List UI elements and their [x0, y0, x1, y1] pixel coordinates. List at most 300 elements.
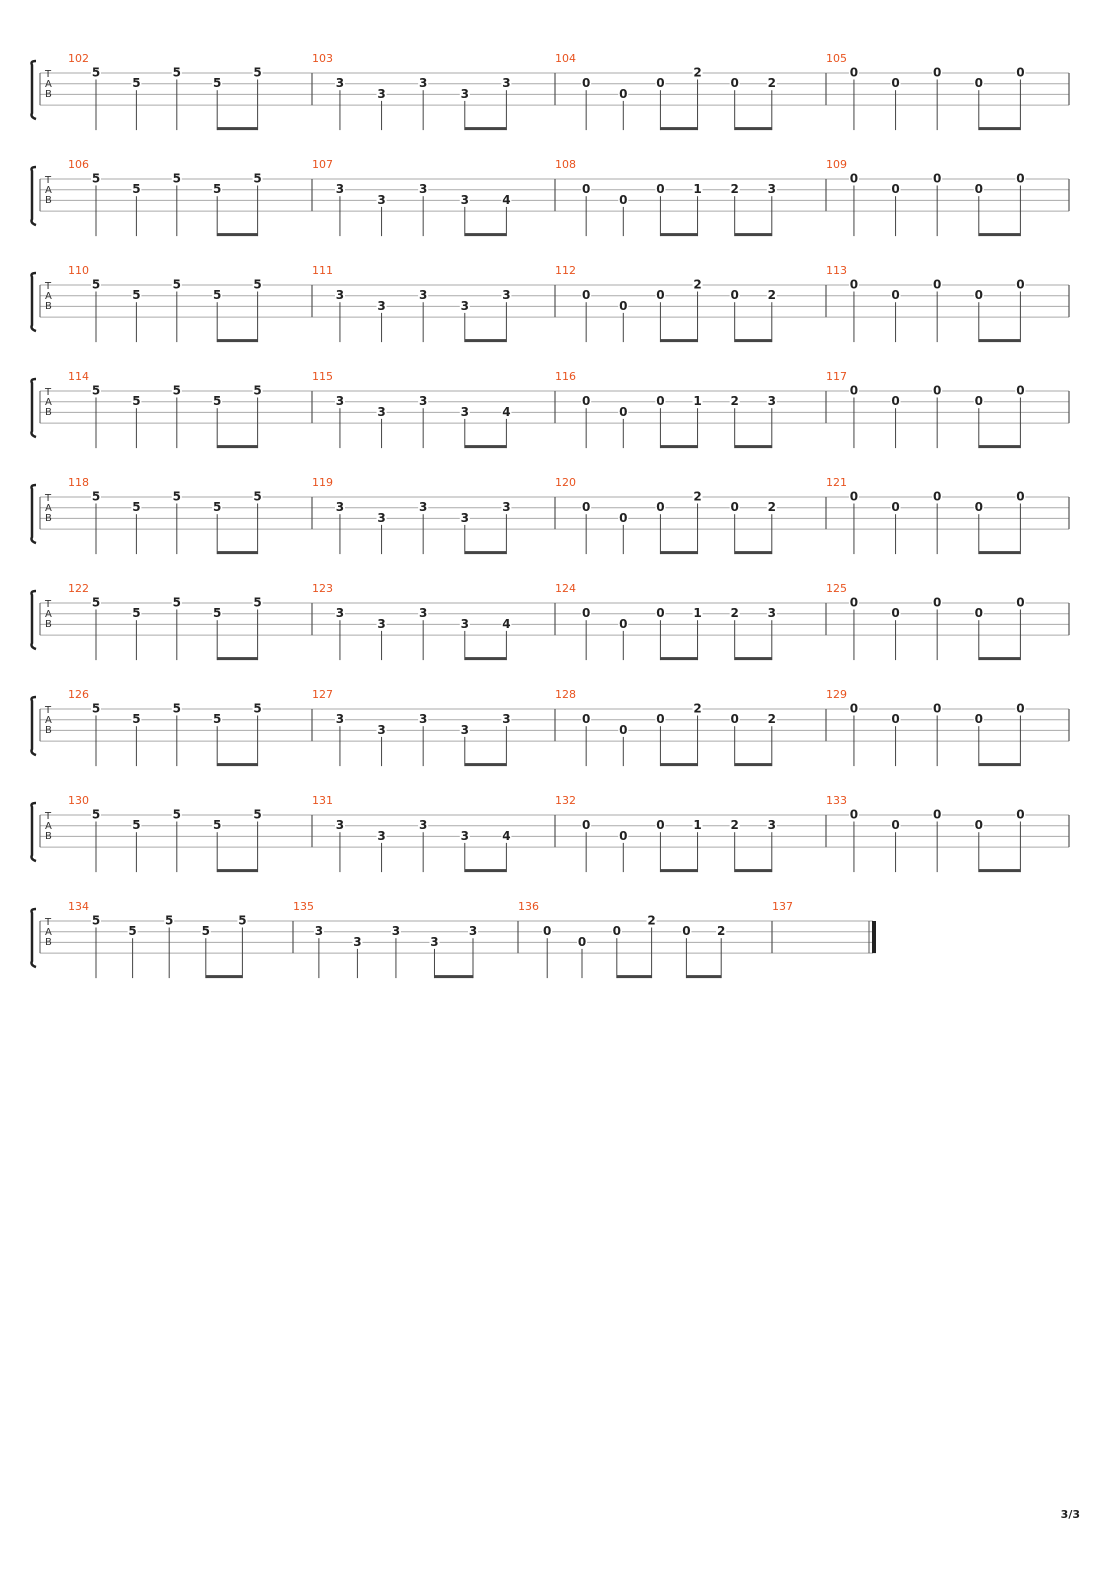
fret-number: 2 — [730, 394, 739, 409]
note-beam — [660, 127, 697, 130]
fret-number: 3 — [418, 76, 428, 91]
fret-number: 0 — [581, 394, 591, 409]
measure-number: 130 — [68, 794, 89, 807]
fret-number: 3 — [767, 394, 776, 409]
fret-number: 3 — [418, 606, 428, 621]
measure-number: 131 — [312, 794, 333, 807]
fret-number: 3 — [335, 606, 345, 621]
fret-number: 5 — [132, 712, 141, 727]
fret-number: 0 — [581, 182, 591, 197]
fret-number: 5 — [91, 807, 101, 822]
fret-number: 2 — [730, 818, 739, 833]
measure-number: 134 — [68, 900, 89, 913]
fret-number: 0 — [974, 288, 983, 303]
fret-number: 0 — [891, 394, 900, 409]
fret-number: 0 — [619, 510, 628, 525]
measure-number: 122 — [68, 582, 89, 595]
note-beam — [979, 445, 1021, 448]
fret-number: 1 — [693, 394, 702, 409]
fret-number: 0 — [974, 76, 983, 91]
fret-number: 2 — [717, 924, 726, 939]
fret-number: 3 — [502, 76, 511, 91]
note-beam — [465, 763, 507, 766]
note-beam — [979, 869, 1021, 872]
fret-number: 5 — [132, 76, 141, 91]
note-beam — [217, 551, 257, 554]
measure-number: 102 — [68, 52, 89, 65]
fret-number: 2 — [767, 712, 776, 727]
fret-number: 5 — [213, 500, 222, 515]
measure-number: 108 — [555, 158, 576, 171]
measure-number: 124 — [555, 582, 576, 595]
note-beam — [660, 763, 697, 766]
note-beam — [660, 445, 697, 448]
tab-clef-letter: T — [45, 811, 52, 822]
fret-number: 0 — [577, 934, 587, 949]
note-beam — [735, 657, 772, 660]
fret-number: 0 — [1016, 65, 1025, 80]
fret-number: 1 — [693, 818, 702, 833]
note-beam — [979, 657, 1021, 660]
fret-number: 0 — [891, 712, 900, 727]
fret-number: 3 — [377, 616, 386, 631]
fret-number: 3 — [430, 934, 439, 949]
fret-number: 5 — [213, 712, 222, 727]
fret-number: 0 — [1016, 171, 1025, 186]
fret-number: 3 — [460, 298, 469, 313]
fret-number: 0 — [581, 606, 591, 621]
fret-number: 4 — [502, 828, 511, 843]
fret-number: 4 — [502, 616, 511, 631]
fret-number: 2 — [767, 500, 776, 515]
fret-number: 3 — [335, 182, 345, 197]
note-beam — [979, 551, 1021, 554]
fret-number: 5 — [253, 171, 262, 186]
fret-number: 4 — [502, 192, 511, 207]
fret-number: 5 — [172, 65, 181, 80]
fret-number: 5 — [91, 489, 101, 504]
fret-number: 0 — [1016, 595, 1025, 610]
measure-number: 115 — [312, 370, 333, 383]
tab-system — [32, 52, 1070, 130]
fret-number: 3 — [502, 712, 511, 727]
measure-number: 123 — [312, 582, 333, 595]
measure-number: 110 — [68, 264, 89, 277]
fret-number: 0 — [581, 76, 591, 91]
fret-number: 3 — [335, 712, 345, 727]
measure-number: 133 — [826, 794, 847, 807]
system-bracket — [32, 485, 37, 543]
fret-number: 0 — [932, 65, 942, 80]
fret-number: 0 — [974, 182, 983, 197]
tab-system — [32, 264, 1070, 342]
fret-number: 2 — [693, 701, 702, 716]
fret-number: 2 — [767, 76, 776, 91]
fret-number: 5 — [213, 394, 222, 409]
note-beam — [735, 127, 772, 130]
fret-number: 0 — [619, 298, 628, 313]
fret-number: 1 — [693, 182, 702, 197]
tab-clef-letter: T — [45, 493, 52, 504]
measure-number: 137 — [772, 900, 793, 913]
note-beam — [735, 869, 772, 872]
fret-number: 0 — [581, 818, 591, 833]
fret-number: 0 — [974, 394, 983, 409]
tab-clef-letter: B — [45, 301, 52, 312]
measure-number: 128 — [555, 688, 576, 701]
tab-clef-letter: A — [45, 503, 52, 514]
fret-number: 5 — [253, 277, 262, 292]
fret-number: 3 — [767, 606, 776, 621]
fret-number: 0 — [656, 76, 665, 91]
fret-number: 5 — [172, 595, 181, 610]
fret-number: 0 — [891, 76, 900, 91]
fret-number: 5 — [132, 182, 141, 197]
fret-number: 5 — [213, 182, 222, 197]
fret-number: 0 — [656, 394, 665, 409]
fret-number: 5 — [128, 924, 137, 939]
note-beam — [735, 763, 772, 766]
note-beam — [979, 127, 1021, 130]
fret-number: 2 — [693, 277, 702, 292]
tab-system — [32, 370, 1070, 448]
tab-clef-letter: T — [45, 599, 52, 610]
tab-clef-letter: T — [45, 917, 52, 928]
tab-clef-letter: B — [45, 725, 52, 736]
note-beam — [465, 339, 507, 342]
fret-number: 0 — [932, 277, 942, 292]
note-beam — [434, 975, 473, 978]
fret-number: 3 — [377, 298, 386, 313]
system-bracket — [32, 61, 37, 119]
measure-number: 126 — [68, 688, 89, 701]
fret-number: 0 — [619, 404, 628, 419]
note-beam — [465, 551, 507, 554]
fret-number: 5 — [91, 65, 101, 80]
note-beam — [206, 975, 243, 978]
tab-clef-letter: T — [45, 69, 52, 80]
fret-number: 0 — [1016, 383, 1025, 398]
fret-number: 0 — [891, 818, 900, 833]
fret-number: 0 — [932, 489, 942, 504]
measure-number: 132 — [555, 794, 576, 807]
tab-clef-letter: T — [45, 281, 52, 292]
fret-number: 3 — [353, 934, 362, 949]
measure-number: 107 — [312, 158, 333, 171]
fret-number: 0 — [891, 288, 900, 303]
system-bracket — [32, 273, 37, 331]
system-bracket — [32, 379, 37, 437]
note-beam — [465, 445, 507, 448]
fret-number: 0 — [612, 924, 621, 939]
measure-number: 105 — [826, 52, 847, 65]
system-bracket — [32, 697, 37, 755]
fret-number: 0 — [656, 712, 665, 727]
fret-number: 0 — [891, 182, 900, 197]
tab-system — [32, 582, 1070, 660]
fret-number: 5 — [213, 288, 222, 303]
fret-number: 0 — [619, 722, 628, 737]
measure-number: 127 — [312, 688, 333, 701]
fret-number: 5 — [91, 277, 101, 292]
fret-number: 0 — [730, 712, 739, 727]
fret-number: 5 — [253, 383, 262, 398]
fret-number: 0 — [619, 192, 628, 207]
fret-number: 2 — [730, 606, 739, 621]
note-beam — [217, 763, 257, 766]
fret-number: 5 — [213, 76, 222, 91]
fret-number: 2 — [647, 913, 656, 928]
fret-number: 3 — [377, 192, 386, 207]
fret-number: 0 — [581, 288, 591, 303]
tab-clef-letter: B — [45, 937, 52, 948]
fret-number: 5 — [132, 394, 141, 409]
fret-number: 0 — [730, 500, 739, 515]
system-bracket — [32, 591, 37, 649]
fret-number: 0 — [581, 712, 591, 727]
note-beam — [217, 233, 257, 236]
fret-number: 5 — [132, 606, 141, 621]
tab-clef-letter: A — [45, 291, 52, 302]
measure-number: 119 — [312, 476, 333, 489]
fret-number: 0 — [974, 712, 983, 727]
fret-number: 5 — [91, 383, 101, 398]
fret-number: 0 — [619, 828, 628, 843]
fret-number: 0 — [849, 595, 859, 610]
measure-number: 135 — [293, 900, 314, 913]
fret-number: 0 — [682, 924, 691, 939]
fret-number: 2 — [693, 65, 702, 80]
fret-number: 0 — [656, 500, 665, 515]
tab-clef-letter: A — [45, 397, 52, 408]
fret-number: 0 — [932, 701, 942, 716]
fret-number: 3 — [460, 192, 469, 207]
fret-number: 0 — [543, 924, 552, 939]
fret-number: 3 — [335, 394, 345, 409]
fret-number: 0 — [849, 489, 859, 504]
fret-number: 5 — [172, 277, 181, 292]
note-beam — [465, 127, 507, 130]
system-bracket — [32, 909, 37, 967]
fret-number: 3 — [502, 500, 511, 515]
fret-number: 5 — [213, 606, 222, 621]
measure-number: 106 — [68, 158, 89, 171]
tab-clef-letter: A — [45, 79, 52, 90]
fret-number: 3 — [335, 76, 345, 91]
fret-number: 3 — [377, 828, 386, 843]
note-beam — [660, 339, 697, 342]
fret-number: 3 — [377, 510, 386, 525]
tab-clef-letter: A — [45, 609, 52, 620]
fret-number: 3 — [377, 86, 386, 101]
fret-number: 0 — [581, 500, 591, 515]
fret-number: 0 — [849, 701, 859, 716]
fret-number: 0 — [1016, 701, 1025, 716]
fret-number: 3 — [418, 182, 428, 197]
fret-number: 2 — [730, 182, 739, 197]
note-beam — [660, 233, 697, 236]
fret-number: 3 — [460, 510, 469, 525]
fret-number: 3 — [460, 722, 469, 737]
fret-number: 5 — [253, 595, 262, 610]
tab-clef-letter: B — [45, 195, 52, 206]
note-beam — [217, 127, 257, 130]
fret-number: 3 — [335, 288, 345, 303]
fret-number: 2 — [767, 288, 776, 303]
fret-number: 5 — [172, 383, 181, 398]
tab-clef-letter: B — [45, 831, 52, 842]
measure-number: 125 — [826, 582, 847, 595]
fret-number: 0 — [974, 500, 983, 515]
fret-number: 0 — [849, 277, 859, 292]
note-beam — [735, 233, 772, 236]
tab-clef-letter: B — [45, 619, 52, 630]
fret-number: 3 — [460, 616, 469, 631]
fret-number: 3 — [335, 818, 345, 833]
fret-number: 0 — [849, 383, 859, 398]
fret-number: 5 — [91, 701, 101, 716]
fret-number: 5 — [253, 701, 262, 716]
fret-number: 1 — [693, 606, 702, 621]
fret-number: 0 — [656, 606, 665, 621]
fret-number: 0 — [849, 171, 859, 186]
measure-number: 113 — [826, 264, 847, 277]
fret-number: 0 — [656, 818, 665, 833]
note-beam — [979, 763, 1021, 766]
fret-number: 0 — [932, 807, 942, 822]
fret-number: 3 — [314, 924, 324, 939]
fret-number: 4 — [502, 404, 511, 419]
fret-number: 0 — [730, 288, 739, 303]
fret-number: 3 — [418, 394, 428, 409]
tab-clef-letter: T — [45, 387, 52, 398]
fret-number: 0 — [891, 606, 900, 621]
measure-number: 111 — [312, 264, 333, 277]
note-beam — [979, 233, 1021, 236]
note-beam — [617, 975, 652, 978]
fret-number: 5 — [165, 913, 174, 928]
fret-number: 5 — [201, 924, 210, 939]
measure-number: 112 — [555, 264, 576, 277]
fret-number: 5 — [132, 288, 141, 303]
fret-number: 3 — [460, 828, 469, 843]
fret-number: 5 — [213, 818, 222, 833]
final-thick-barline — [872, 921, 876, 953]
tab-system — [32, 900, 877, 978]
note-beam — [660, 551, 697, 554]
fret-number: 0 — [1016, 807, 1025, 822]
fret-number: 0 — [932, 383, 942, 398]
fret-number: 0 — [974, 818, 983, 833]
note-beam — [465, 869, 507, 872]
fret-number: 3 — [460, 404, 469, 419]
fret-number: 5 — [253, 807, 262, 822]
tab-system — [32, 158, 1070, 236]
measure-number: 116 — [555, 370, 576, 383]
fret-number: 0 — [619, 616, 628, 631]
fret-number: 3 — [418, 288, 428, 303]
system-bracket — [32, 803, 37, 861]
fret-number: 0 — [849, 65, 859, 80]
fret-number: 2 — [693, 489, 702, 504]
note-beam — [660, 869, 697, 872]
fret-number: 5 — [91, 913, 101, 928]
tab-clef-letter: A — [45, 821, 52, 832]
fret-number: 0 — [849, 807, 859, 822]
fret-number: 0 — [891, 500, 900, 515]
tab-system — [32, 476, 1070, 554]
measure-number: 136 — [518, 900, 539, 913]
fret-number: 0 — [619, 86, 628, 101]
measure-number: 117 — [826, 370, 847, 383]
tab-clef-letter: A — [45, 185, 52, 196]
fret-number: 5 — [253, 489, 262, 504]
note-beam — [686, 975, 721, 978]
note-beam — [217, 657, 257, 660]
note-beam — [735, 445, 772, 448]
fret-number: 5 — [253, 65, 262, 80]
tab-system — [32, 688, 1070, 766]
tab-clef-letter: T — [45, 705, 52, 716]
fret-number: 3 — [391, 924, 401, 939]
measure-number: 118 — [68, 476, 89, 489]
fret-number: 3 — [418, 500, 428, 515]
note-beam — [979, 339, 1021, 342]
fret-number: 0 — [1016, 489, 1025, 504]
tab-system — [32, 794, 1070, 872]
page-number: 3/3 — [1060, 1508, 1080, 1521]
measure-number: 129 — [826, 688, 847, 701]
fret-number: 3 — [767, 182, 776, 197]
fret-number: 3 — [502, 288, 511, 303]
tab-clef-letter: B — [45, 513, 52, 524]
measure-number: 114 — [68, 370, 89, 383]
note-beam — [217, 445, 257, 448]
fret-number: 5 — [238, 913, 247, 928]
fret-number: 0 — [656, 182, 665, 197]
fret-number: 5 — [91, 595, 101, 610]
fret-number: 5 — [132, 500, 141, 515]
fret-number: 3 — [460, 86, 469, 101]
fret-number: 5 — [172, 701, 181, 716]
fret-number: 3 — [418, 818, 428, 833]
fret-number: 0 — [656, 288, 665, 303]
fret-number: 0 — [932, 171, 942, 186]
fret-number: 5 — [172, 489, 181, 504]
tab-clef-letter: B — [45, 89, 52, 100]
tab-clef-letter: T — [45, 175, 52, 186]
measure-number: 121 — [826, 476, 847, 489]
fret-number: 3 — [468, 924, 478, 939]
fret-number: 5 — [172, 807, 181, 822]
note-beam — [217, 869, 257, 872]
tab-clef-letter: A — [45, 715, 52, 726]
note-beam — [465, 233, 507, 236]
note-beam — [735, 339, 772, 342]
fret-number: 0 — [730, 76, 739, 91]
fret-number: 0 — [932, 595, 942, 610]
fret-number: 5 — [91, 171, 101, 186]
fret-number: 3 — [335, 500, 345, 515]
fret-number: 0 — [974, 606, 983, 621]
tab-clef-letter: B — [45, 407, 52, 418]
fret-number: 0 — [1016, 277, 1025, 292]
note-beam — [465, 657, 507, 660]
measure-number: 120 — [555, 476, 576, 489]
note-beam — [660, 657, 697, 660]
fret-number: 5 — [132, 818, 141, 833]
fret-number: 3 — [767, 818, 776, 833]
